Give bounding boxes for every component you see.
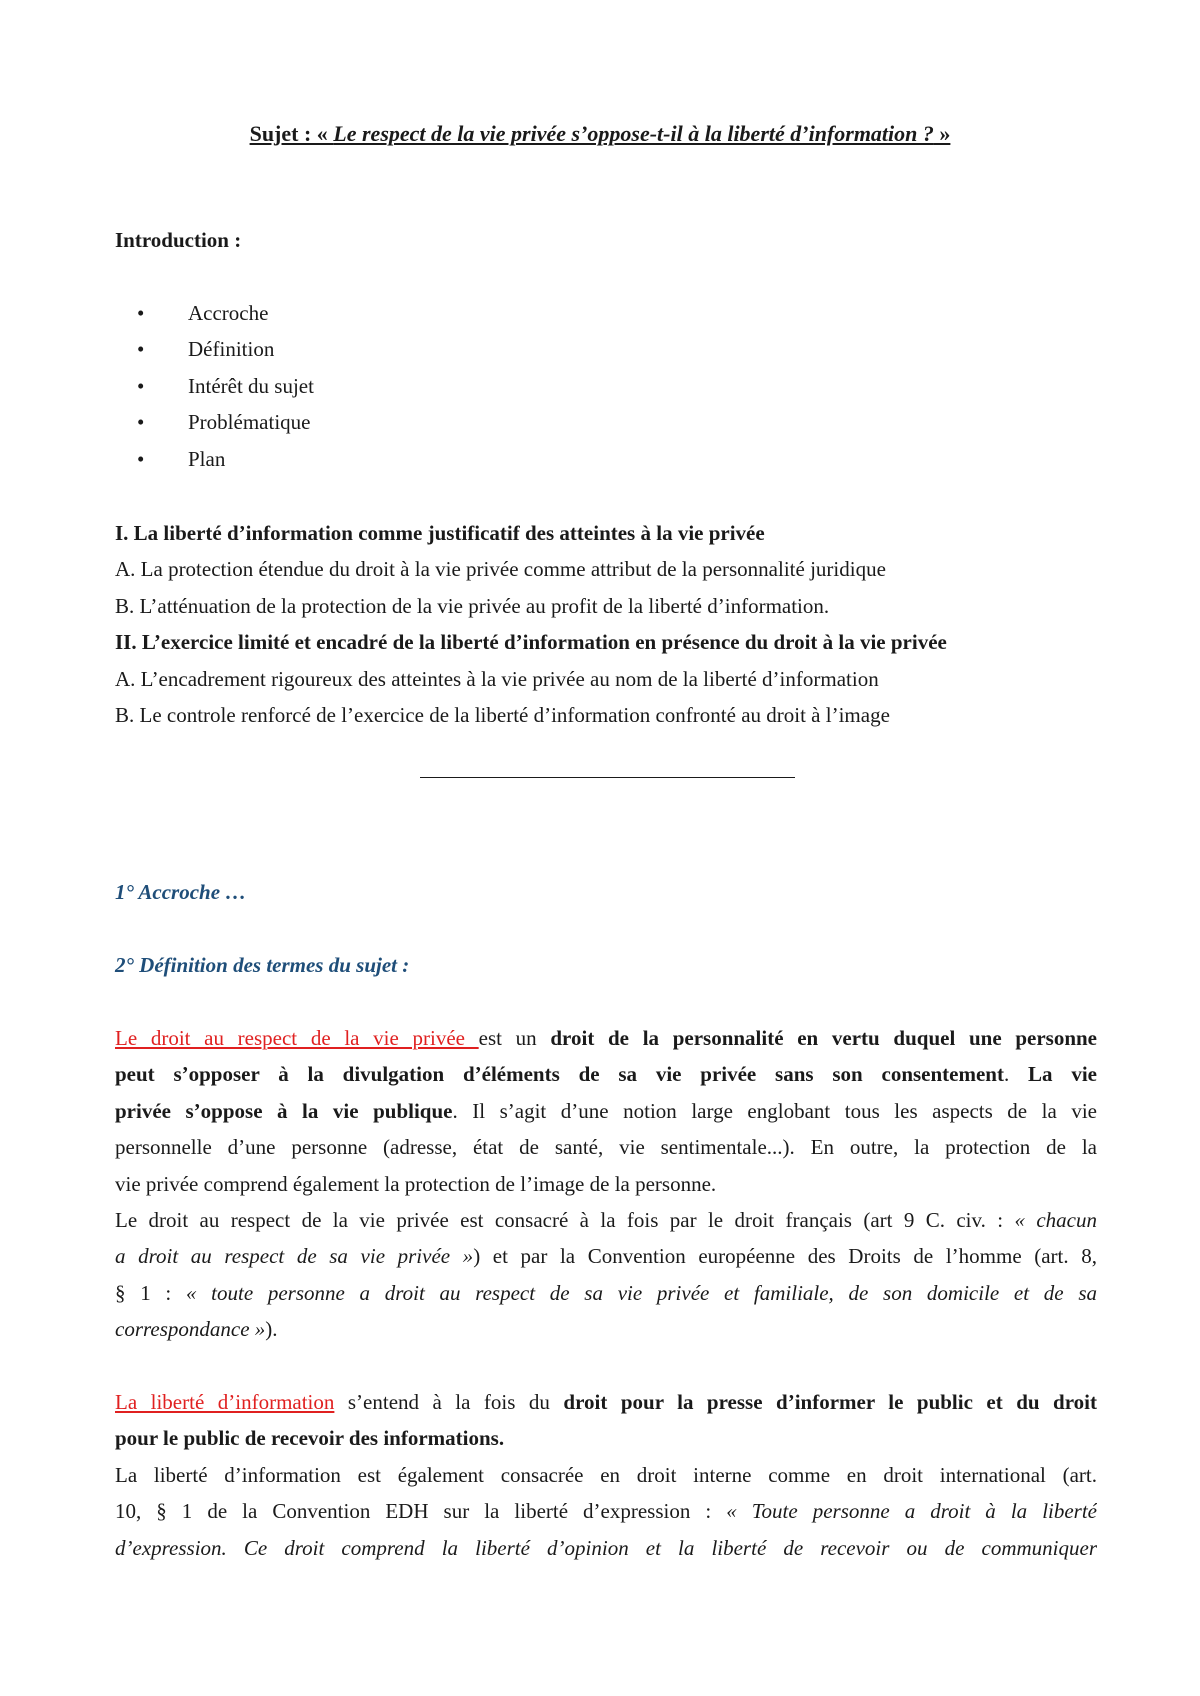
title-suffix: » xyxy=(933,121,951,146)
italic-run: « Toute personne a droit à la liberté xyxy=(726,1499,1097,1524)
paragraph-line xyxy=(115,1384,1097,1420)
plan-part-1-b: B. L’atténuation de la protection de la vie privée au profit de la liberté d’information. xyxy=(115,593,830,618)
text-run: § 1 : xyxy=(115,1280,186,1305)
text-run: . Il s’agit d’une notion large englobant tous les aspects de la vie xyxy=(452,1098,1097,1123)
paragraph-line xyxy=(115,1493,1097,1529)
italic-run: « toute personne a droit au respect de sa vie privée et familiale, de son domicile et de sa xyxy=(185,1280,1097,1305)
term-vie-privee: Le droit au respect de la vie privée xyxy=(115,1026,479,1050)
list-item xyxy=(115,441,314,477)
text-run: est un xyxy=(478,1026,551,1050)
definition-liberte-information xyxy=(115,1384,1097,1566)
introduction-heading: Introduction : xyxy=(115,228,242,252)
title-italic: Le respect de la vie privée s’oppose-t-il à la liberté d’information ? xyxy=(333,121,934,146)
list-item-label: Définition xyxy=(188,337,275,362)
bold-run: peut s’opposer à la divulgation d’éléments de sa vie privée sans son consentement xyxy=(115,1062,1004,1087)
section-divider xyxy=(420,777,795,778)
list-item-label: Plan xyxy=(188,446,226,471)
definition-vie-privee xyxy=(115,1020,1097,1348)
title-prefix: Sujet : « xyxy=(249,121,334,146)
italic-run: a droit au respect de sa vie privée » xyxy=(115,1244,474,1269)
list-item-label: Accroche xyxy=(188,301,269,325)
italic-run: d’expression. Ce droit comprend la liberté d’opinion et la liberté de recevoir ou de communiquer xyxy=(115,1535,1097,1560)
italic-run: « chacun xyxy=(1014,1207,1097,1232)
paragraph-line xyxy=(115,1420,1097,1456)
text-run: 10, § 1 de la Convention EDH sur la liberté d’expression : xyxy=(115,1499,727,1524)
bold-run: privée s’oppose à la vie publique xyxy=(115,1098,453,1123)
text-run: ). xyxy=(265,1317,278,1342)
list-item xyxy=(115,295,314,331)
plan-part-1-a: A. La protection étendue du droit à la vie privée comme attribut de la personnalité juridique xyxy=(115,557,886,582)
definition-heading: 2° Définition des termes du sujet : xyxy=(115,953,410,977)
text-run: Le droit au respect de la vie privée est consacré à la fois par le droit français (art 9 C. civ. : xyxy=(115,1207,1015,1232)
text-run: . xyxy=(1003,1062,1029,1087)
document-title xyxy=(0,120,1200,148)
accroche-heading: 1° Accroche … xyxy=(115,880,247,904)
plan-part-1: I. La liberté d’information comme justificatif des atteintes à la vie privée xyxy=(115,521,765,545)
list-item xyxy=(115,404,314,440)
paragraph-line xyxy=(115,1129,1097,1165)
bold-run: pour le public de recevoir des informations. xyxy=(115,1426,505,1451)
text-run: La liberté d’information est également consacrée en droit interne comme en droit international (art. xyxy=(115,1462,1097,1487)
list-item xyxy=(115,331,314,367)
bullet-icon: • xyxy=(137,373,145,398)
list-item-label: Problématique xyxy=(188,410,311,435)
plan-part-2-a: A. L’encadrement rigoureux des atteintes à la vie privée au nom de la liberté d’information xyxy=(115,666,879,691)
paragraph-line xyxy=(115,1093,1097,1129)
term-liberte-information: La liberté d’information xyxy=(115,1390,335,1414)
list-item xyxy=(115,368,314,404)
bold-run: droit pour la presse d’informer le public et du droit xyxy=(563,1390,1097,1414)
paragraph-line xyxy=(115,1020,1097,1056)
paragraph-line xyxy=(115,1238,1097,1274)
paragraph-line xyxy=(115,1166,1097,1202)
paragraph-line xyxy=(115,1457,1097,1493)
bullet-icon: • xyxy=(137,301,145,325)
plan-part-2: II. L’exercice limité et encadré de la liberté d’information en présence du droit à la vie privée xyxy=(115,630,947,655)
paragraph-line xyxy=(115,1530,1097,1566)
paragraph-line xyxy=(115,1202,1097,1238)
text-run: s’entend à la fois du xyxy=(334,1390,564,1414)
bold-run: La vie xyxy=(1028,1062,1097,1087)
paragraph-line xyxy=(115,1275,1097,1311)
bullet-icon: • xyxy=(137,337,145,362)
bullet-icon: • xyxy=(137,410,145,435)
plan-part-2-b: B. Le controle renforcé de l’exercice de la liberté d’information confronté au droit à l’image xyxy=(115,703,890,728)
list-item-label: Intérêt du sujet xyxy=(188,373,314,398)
italic-run: correspondance » xyxy=(115,1317,266,1342)
text-run: vie privée comprend également la protection de l’image de la personne. xyxy=(115,1171,717,1196)
bullet-icon: • xyxy=(137,446,145,471)
bold-run: droit de la personnalité en vertu duquel une personne xyxy=(550,1026,1097,1050)
text-run: personnelle d’une personne (adresse, état de santé, vie sentimentale...). En outre, la protection de la xyxy=(115,1135,1097,1160)
paragraph-line xyxy=(115,1056,1097,1092)
text-run: ) et par la Convention européenne des Droits de l’homme (art. 8, xyxy=(473,1244,1097,1269)
introduction-list xyxy=(115,295,314,477)
paragraph-line xyxy=(115,1311,1097,1347)
plan-outline xyxy=(115,515,1097,733)
